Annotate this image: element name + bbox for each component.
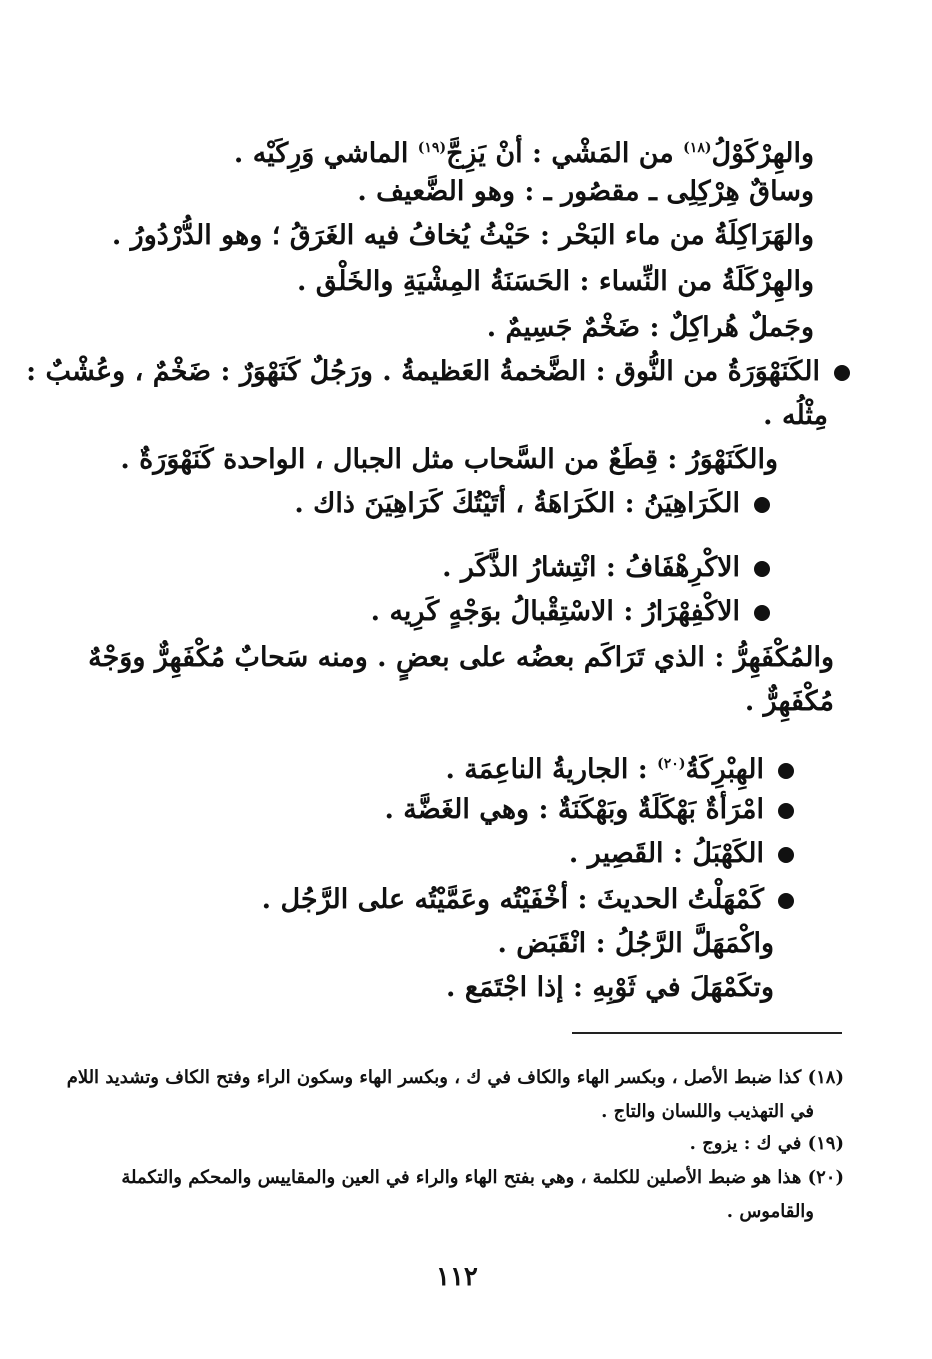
entry-kamhalt xyxy=(262,880,794,920)
entry-ikrihfaf xyxy=(442,548,770,588)
footnote-ref-19: (١٩) xyxy=(417,140,447,156)
entry-hibrika xyxy=(445,744,794,790)
bullet-icon xyxy=(754,497,770,513)
entry-hibrika-pre: الهِبْرِكَةُ xyxy=(685,754,764,785)
bullet-icon xyxy=(754,561,770,577)
footnote-18-line-2: في التهذيب واللسان والتاج . xyxy=(601,1101,814,1122)
entry-hibrika-post: : الجاريةُ الناعِمَة . xyxy=(445,754,658,785)
footnote-18-line-1: (١٨) كذا ضبط الأصل ، وبكسر الهاء والكاف في ك ، وبكسر الهاء وسكون الراء وفتح الكاف وتشديد اللام xyxy=(66,1067,844,1088)
entry-ikrihfaf-text: الاكْرِهْفَافُ : انْتِشارُ الذَّكَر . xyxy=(442,552,740,583)
entry-harkawl-post: من المَشْي : أنْ يَزِجَّ xyxy=(446,138,684,169)
entry-line-18: واكْمَهَلَّ الرَّجُلُ : انْقَبَض . xyxy=(497,928,774,959)
entry-line-13: مُكْفَهِرٌّ . xyxy=(744,686,834,717)
entry-line-2: وساقٌ هِرْكِلِى ـ مقصُور ـ : وهو الضَّعيف . xyxy=(357,176,814,207)
bullet-icon xyxy=(778,803,794,819)
entry-line-19: وتكَمْهَلَ في ثَوْبِهِ : إذا اجْتَمَع . xyxy=(446,972,774,1003)
bullet-icon xyxy=(834,365,850,381)
entry-kanahwara-text: الكَنَهْوَرَةُ من النُّوق : الضَّخمةُ العَظيمةُ . ورَجُلٌ كَنَهْوَرٌ : ضَخْمٌ ، وعُشْبٌ : xyxy=(26,356,820,387)
entry-kahbal-text: الكَهْبَلُ : القَصِير . xyxy=(568,838,764,869)
entry-karahiyan xyxy=(294,484,770,524)
bullet-icon xyxy=(778,893,794,909)
entry-line-3: والهَرَاكِلَةُ من ماء البَحْر : حَيْثُ يُخافُ فيه الغَرَقُ ؛ وهو الدُّرْدُورُ . xyxy=(111,220,814,251)
entry-line-4: والهِرْكَلَةُ من النِّساء : الحَسَنَةُ المِشْيَةِ والخَلْق . xyxy=(296,266,814,297)
footnote-20-line-2: والقاموس . xyxy=(726,1201,814,1222)
entry-harkawl-pre: والهِرْكَوْلُ xyxy=(711,138,814,169)
bullet-icon xyxy=(778,763,794,779)
footnote-20-line-1: (٢٠) هذا هو ضبط الأصلين للكلمة ، وهي بفتح الهاء والراء في العين والمقاييس والمحكم والتكملة xyxy=(121,1167,844,1188)
entry-kamhalt-text: كَمْهَلْتُ الحديثَ : أخْفَيْتُه وعَمَّيْتُه على الرَّجُل . xyxy=(261,884,764,915)
entry-line-5: وجَملٌ هُراكِلٌ : ضَخْمٌ جَسِيمٌ . xyxy=(486,312,814,343)
entry-line-8: والكَنَهْوَرُ : قِطَعٌ من السَّحاب مثل الجبال ، الواحدة كَنَهْوَرَةٌ . xyxy=(120,444,778,475)
footnote-19: (١٩) في ك : يزوج . xyxy=(689,1133,844,1154)
entry-kanahwara xyxy=(26,352,850,392)
entry-bahkala-text: امْرَأةٌ بَهْكَلَةٌ وبَهْكَنَةٌ : وهي الغَضَّة . xyxy=(384,794,764,825)
footnote-ref-20: (٢٠) xyxy=(657,756,686,772)
bullet-icon xyxy=(778,847,794,863)
entry-bahkala xyxy=(384,790,794,830)
entry-line-7: مِثْلُه . xyxy=(763,400,828,431)
entry-ikfihrar xyxy=(371,592,770,632)
page-number: ١١٢ xyxy=(436,1262,478,1292)
entry-ikfihrar-text: الاكْفِهْرَارُ : الاسْتِقْبالُ بوَجْهٍ كَرِيه . xyxy=(370,596,740,627)
entry-kahbal xyxy=(569,834,794,874)
bullet-icon xyxy=(754,605,770,621)
entry-karahiyan-text: الكَرَاهِيَنُ : الكَرَاهَةُ ، أتَيْتُكَ كَرَاهِيَنَ ذاك . xyxy=(294,488,740,519)
footnote-divider xyxy=(572,1032,842,1034)
entry-line-12: والمُكْفَهِرُّ : الذي تَرَاكَم بعضُه على بعضٍ . ومنه سَحابٌ مُكْفَهِرٌّ ووَجْهٌ xyxy=(88,642,834,673)
footnote-ref-18: (١٨) xyxy=(683,140,712,156)
entry-harkawl xyxy=(234,128,814,174)
entry-harkawl-post2: الماشي وَرِكَيْه . xyxy=(233,138,418,169)
